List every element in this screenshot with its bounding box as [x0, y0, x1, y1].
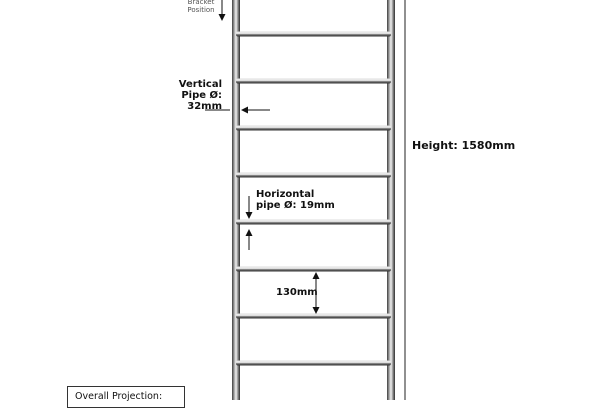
horizontal-rail: [236, 79, 391, 84]
horizontal-rail: [236, 220, 391, 225]
height-label: Height: 1580mm: [412, 139, 516, 152]
horizontal-pipe-line-2: pipe Ø: 19mm: [256, 200, 335, 211]
horizontal-rail: [236, 126, 391, 131]
vertical-pipe-line-1: Vertical: [178, 79, 222, 90]
horizontal-rail: [236, 361, 391, 366]
vertical-pipe-line-2: Pipe Ø:: [181, 90, 222, 101]
horizontal-rail: [236, 32, 391, 37]
bracket-position-line-1: Bracket: [187, 0, 215, 6]
overall-projection-box: [67, 386, 185, 408]
horizontal-pipe-line-1: Horizontal: [256, 189, 315, 200]
vertical-pipe-line-3: 32mm: [187, 101, 222, 112]
left-vertical-pipe: [232, 0, 240, 400]
horizontal-rail: [236, 267, 391, 272]
overall-projection-label: Overall Projection:: [75, 391, 163, 402]
bracket-position-label: [181, 0, 221, 14]
bracket-position-line-2: Position: [187, 6, 215, 14]
horizontal-rail: [236, 314, 391, 319]
spacing-label: 130mm: [276, 287, 318, 298]
right-vertical-pipe: [387, 0, 395, 400]
horizontal-rail: [236, 173, 391, 178]
vertical-pipe-label: [160, 79, 222, 112]
horizontal-pipe-label: [256, 189, 335, 211]
